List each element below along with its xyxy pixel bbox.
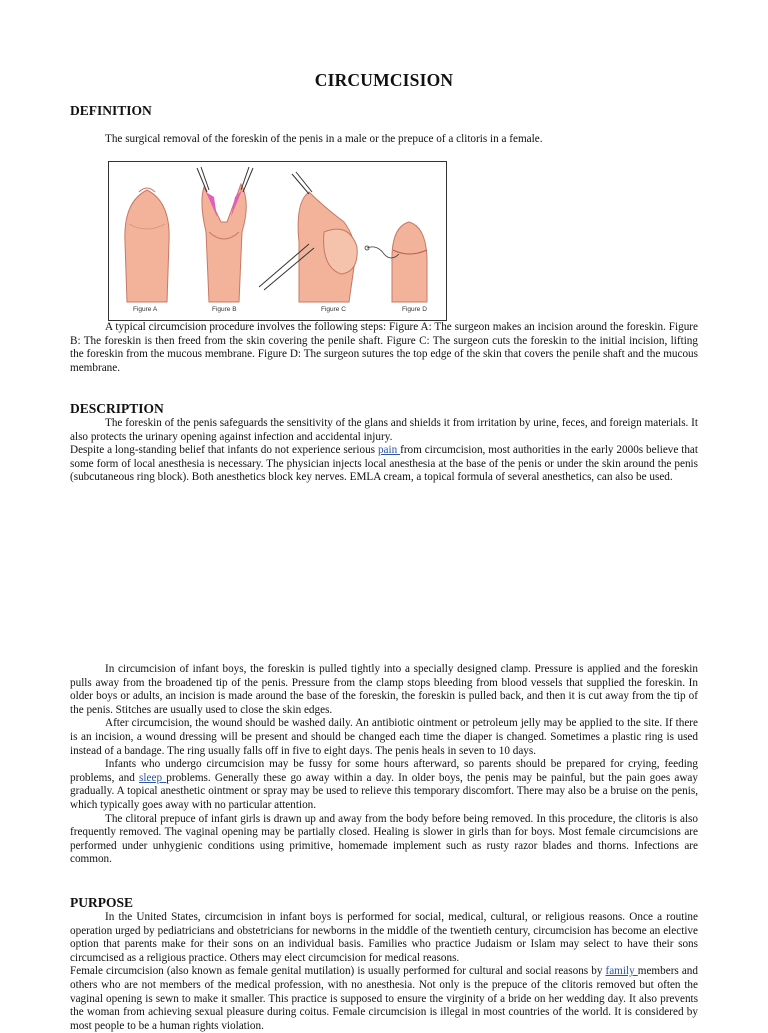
definition-text bbox=[105, 133, 705, 147]
figure-a-label: Figure A bbox=[133, 306, 158, 313]
description-body bbox=[70, 663, 698, 867]
description-paragraph-4: After circumcision, the wound should be washed daily. An antibiotic ointment or petroleum jelly may be applied to the site. If there is an incision, a wound dressing will be present and should be changed each time the diaper is changed. Sometimes a plastic ring is used instead of a bandage. The ring usually falls off in five to eight days. The penis heals in seven to 10 days. bbox=[70, 717, 698, 757]
figure-c-label: Figure C bbox=[321, 306, 346, 313]
figure-b-drawing bbox=[197, 167, 253, 302]
purpose-heading: PURPOSE bbox=[70, 895, 134, 910]
figure-d-label: Figure D bbox=[402, 306, 427, 313]
description-heading: DESCRIPTION bbox=[70, 401, 164, 416]
description-p5-text-after: problems. Generally these go away within a day. In older boys, the penis may be painful, but the pain goes away gradually. A topical anesthetic ointment or spray may be used to relieve this temporary discomfort. There may also be a bruise on the penis, which typically goes away with no particular attention. bbox=[70, 771, 698, 811]
figure-a-drawing bbox=[125, 188, 169, 302]
figure-caption bbox=[70, 321, 698, 375]
figure-illustration bbox=[109, 162, 446, 320]
description-intro bbox=[70, 417, 698, 485]
page-title: CIRCUMCISION bbox=[314, 70, 454, 90]
description-p2-text-after: from circumcision, most authorities in the early 2000s believe that some form of local anesthesia is necessary. The physician injects local anesthesia at the base of the penis or under the skin around the penis (subcutaneous ring block). Both anesthetics block key nerves. EMLA cream, a topical formula of several anesthetics, can also be used. bbox=[70, 444, 699, 484]
purpose-paragraph-2 bbox=[70, 965, 698, 1033]
description-p2-text-before: Despite a long-standing belief that infants do not experience serious bbox=[70, 444, 378, 457]
purpose-body bbox=[70, 911, 698, 1033]
family-link[interactable]: family bbox=[605, 965, 638, 978]
figure-caption-text: A typical circumcision procedure involves the following steps: Figure A: The surgeon makes an incision around the foreskin. Figure B: The foreskin is then freed from the skin covering the penile shaft. Figure C: The surgeon cuts the foreskin to the initial incision, lifting the foreskin from the mucous membrane. Figure D: The surgeon sutures the top edge of the skin that covers the penile shaft and the mucous membrane. bbox=[70, 321, 698, 374]
figure-c-drawing bbox=[259, 172, 357, 302]
pain-link[interactable]: pain bbox=[377, 444, 401, 457]
figure-d-drawing bbox=[365, 222, 427, 302]
description-paragraph-6: The clitoral prepuce of infant girls is drawn up and away from the body before being removed. In this procedure, the clitoris is also frequently removed. The vaginal opening may be partially closed. Healing is slower in girls than for boys. Most female circumcisions are performed under unhygienic conditions using primitive, homemade implement such as rusty razor blades and thorns. Infections are common. bbox=[70, 812, 698, 866]
description-paragraph-2 bbox=[70, 444, 698, 485]
description-paragraph-1: The foreskin of the penis safeguards the sensitivity of the glans and shields it from irritation by urine, feces, and foreign materials. It also protects the urinary opening against infection and accidental injury. bbox=[70, 417, 698, 443]
definition-paragraph: The surgical removal of the foreskin of the penis in a male or the prepuce of a clitoris in a female. bbox=[105, 133, 543, 145]
figure-b-label: Figure B bbox=[212, 306, 237, 313]
description-paragraph-5 bbox=[70, 758, 698, 812]
circumcision-figure bbox=[108, 161, 447, 321]
purpose-p2-text-before: Female circumcision (also known as female genital mutilation) is usually performed for cultural and social reasons by bbox=[70, 965, 606, 978]
description-p5-text-before: Infants who undergo circumcision may be fussy for some hours afterward, so parents should be prepared for crying, feeding problems, and bbox=[70, 758, 698, 784]
description-paragraph-3: In circumcision of infant boys, the foreskin is pulled tightly into a specially designed clamp. Pressure is applied and the foreskin pulls away from the broadened tip of the penis. Pressure from the clamp stops bleeding from blood vessels that supplied the foreskin. In older boys or adults, an incision is made around the base of the foreskin, the foreskin is pulled back, and then it is cut away from the tip of the penis. Stitches are usually used to close the skin edges. bbox=[70, 663, 698, 716]
definition-heading: DEFINITION bbox=[70, 103, 152, 118]
purpose-paragraph-1: In the United States, circumcision in infant boys is performed for social, medical, cultural, or religious reasons. Once a routine operation urged by pediatricians and obstetricians for newborns in the middle of the twentieth century, circumcision has become an elective option that parents make for their sons on an individual basis. Families who practice Judaism or Islam may select to have their sons circumcised as a religious practice. Others may elect circumcision for medical reasons. bbox=[70, 911, 698, 964]
purpose-p2-text-after: members and others who are not members of the medical profession, with no anesthesia. Not only is the prepuce of the clitoris removed but often the vaginal opening is sewn to make it smaller. This practice is supposed to ensure the virginity of a bride on her wedding day. It also prevents the woman from achieving sexual pleasure during coitus. Female circumcision is illegal in most countries of the world. It is considered by most people to be a human rights violation. bbox=[70, 965, 698, 1032]
sleep-link[interactable]: sleep bbox=[139, 771, 167, 784]
